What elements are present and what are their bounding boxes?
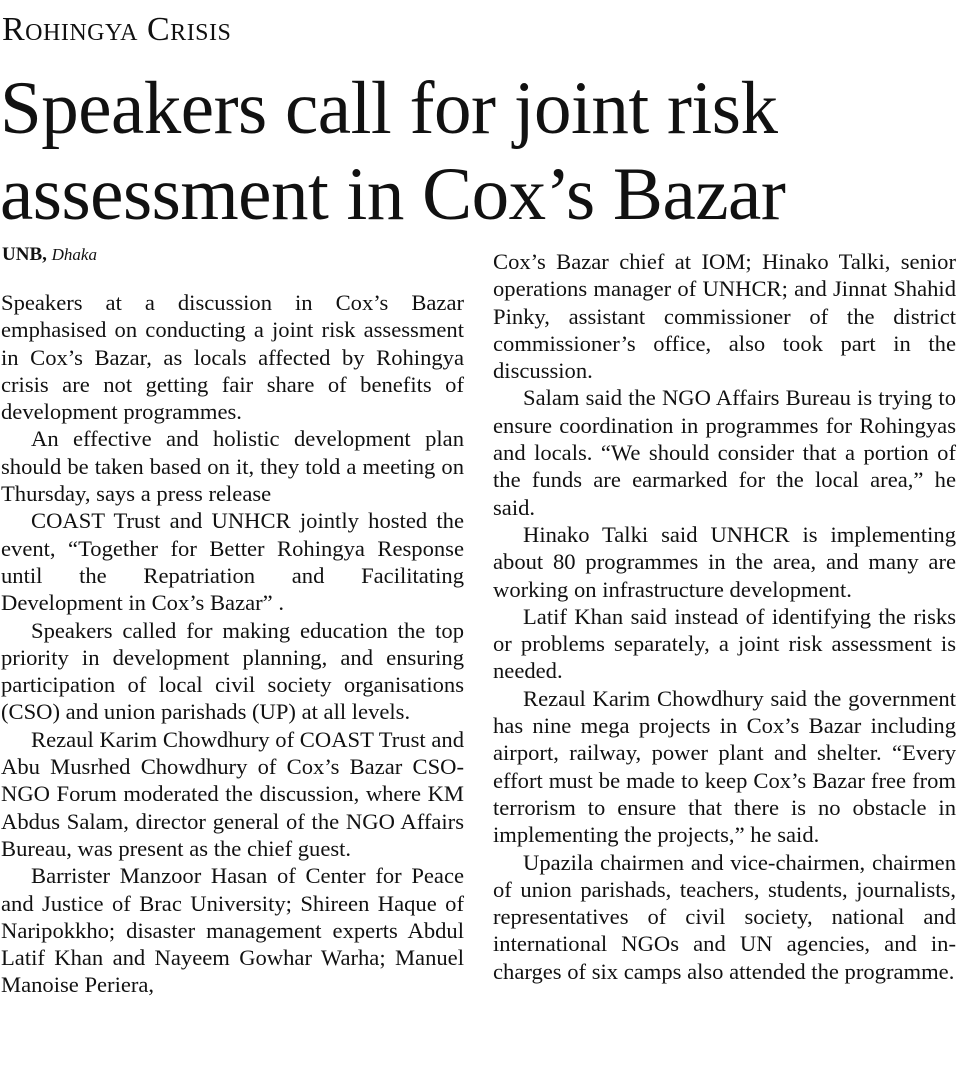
paragraph: An effective and holistic development plan should be taken based on it, they told a meeting on Thursday, says a press release <box>1 426 464 507</box>
byline <box>2 243 97 267</box>
article-column-right <box>493 248 956 985</box>
paragraph: Hinako Talki said UNHCR is implementing about 80 programmes in the area, and many are working on infrastructure development. <box>493 521 956 602</box>
byline-place: Dhaka <box>51 245 97 264</box>
paragraph: Rezaul Karim Chowdhury of COAST Trust and Abu Musrhed Chowdhury of Cox’s Bazar CSO-NGO Forum moderated the discussion, where KM Abdus Salam, director general of the NGO Affairs Bureau, was present as the chief guest. <box>1 726 464 861</box>
paragraph: Barrister Manzoor Hasan of Center for Peace and Justice of Brac University; Shireen Haque of Naripokkho; disaster management experts Abdul Latif Khan and Nayeem Gowhar Warha; Manuel Manoise Periera, <box>1 863 464 998</box>
paragraph: Speakers called for making education the top priority in development planning, and ensuring participation of local civil society organisations (CSO) and union parishads (UP) at all levels. <box>1 617 464 725</box>
headline-line-1: Speakers call for joint risk <box>0 67 778 150</box>
paragraph: Cox’s Bazar chief at IOM; Hinako Talki, senior operations manager of UNHCR; and Jinnat Shahid Pinky, assistant commissioner of the district commissioner’s office, also took part in the discussion. <box>493 249 956 384</box>
byline-agency: UNB, <box>2 244 47 265</box>
paragraph: Upazila chairmen and vice-chairmen, chairmen of union parishads, teachers, students, journalists, representatives of civil society, national and international NGOs and UN agencies, and in-charges of six camps also attended the programme. <box>493 849 956 984</box>
paragraph: Latif Khan said instead of identifying the risks or problems separately, a joint risk assessment is needed. <box>493 603 956 684</box>
section-kicker: Rohingya Crisis <box>2 11 232 48</box>
headline-line-2: assessment in Cox’s Bazar <box>0 153 786 236</box>
paragraph: Rezaul Karim Chowdhury said the government has nine mega projects in Cox’s Bazar including airport, railway, power plant and shelter. “Every effort must be made to keep Cox’s Bazar free from terrorism to ensure that there is no obstacle in implementing the projects,” he said. <box>493 685 956 848</box>
paragraph: Salam said the NGO Affairs Bureau is trying to ensure coordination in programmes for Rohingyas and locals. “We should consider that a portion of the funds are earmarked for the local area,” he said. <box>493 385 956 520</box>
article-column-left <box>1 289 464 999</box>
headline <box>0 66 957 238</box>
paragraph: Speakers at a discussion in Cox’s Bazar emphasised on conducting a joint risk assessment in Cox’s Bazar, as locals affected by Rohingya crisis are not getting fair share of benefits of development programmes. <box>1 290 464 425</box>
paragraph: COAST Trust and UNHCR jointly hosted the event, “Together for Better Rohingya Response until the Repatriation and Facilitating Development in Cox’s Bazar” . <box>1 508 464 616</box>
